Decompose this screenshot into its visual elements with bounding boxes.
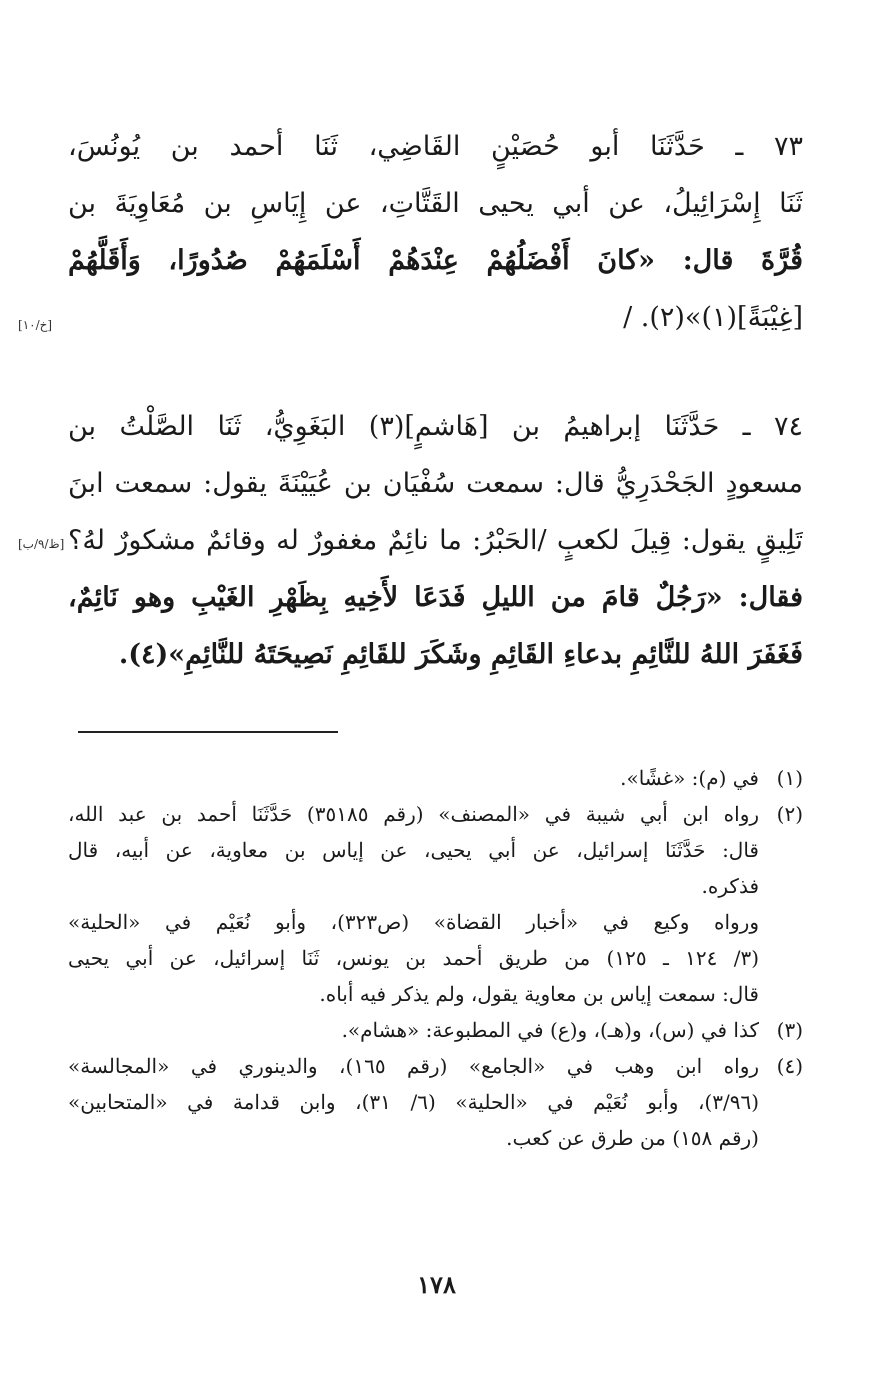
text-line: ثَنَا إِسْرَائِيلُ، عن أبي يحيى القَتَّاتِ، عن إِيَاسِ بن مُعَاوِيَةَ بن: [68, 188, 803, 219]
footnote-number: (١): [776, 766, 803, 790]
footnote-text: فذكره.: [701, 874, 759, 898]
main-text: [68, 118, 803, 683]
footnote-3: [68, 1012, 803, 1048]
footnote-number: (٤): [776, 1054, 803, 1078]
footnote-text: قال: حَدَّثَنَا إسرائيل، عن أبي يحيى، عن إياس بن معاوية، عن أبيه، قال: [68, 838, 759, 862]
footnote-number: (٢): [776, 802, 803, 826]
footnote-text: (رقم ١٥٨) من طرق عن كعب.: [506, 1126, 759, 1150]
footnote-divider: [78, 731, 338, 733]
text-line: ٧٤ ـ حَدَّثَنَا إبراهيمُ بن [هَاشمٍ](٣) البَغَوِيُّ، ثَنَا الصَّلْتُ بن: [68, 411, 803, 442]
footnote-text: كذا في (س)، و(هـ)، و(ع) في المطبوعة: «هشام».: [341, 1018, 759, 1042]
footnotes: [68, 760, 803, 1156]
footnote-text: في (م): «غشًا».: [620, 766, 759, 790]
footnote-number: (٣): [776, 1018, 803, 1042]
footnote-text: رواه ابن وهب في «الجامع» (رقم ١٦٥)، والدينوري في «المجالسة»: [68, 1054, 760, 1078]
text-line: تَلِيقٍ يقول: قِيلَ لكعبٍ /الحَبْرُ: ما نائِمٌ مغفورٌ له وقائمٌ مشكورٌ لهُ؟: [68, 525, 803, 556]
footnote-text: رواه ابن أبي شيبة في «المصنف» (رقم ٣٥١٨٥) حَدَّثَنَا أحمد بن عبد الله،: [68, 802, 760, 826]
footnote-text: (٣/ ١٢٤ ـ ١٢٥) من طريق أحمد بن يونس، ثَنَا إسرائيل، عن أبي يحيى: [68, 946, 760, 970]
footnote-1: [68, 760, 803, 796]
footnote-text: (٣/٩٦)، وأبو نُعَيْم في «الحلية» (٦/ ٣١)، وابن قدامة في «المتحابين»: [68, 1090, 759, 1114]
paragraph-74: [68, 398, 803, 683]
footnote-4: [68, 1048, 803, 1156]
text-line: ٧٣ ـ حَدَّثَنَا أبو حُصَيْنٍ القَاضِي، ثَنَا أحمد بن يُونُسَ،: [68, 131, 803, 162]
paragraph-73: [68, 118, 803, 346]
page-number: ١٧٨: [417, 1270, 456, 1299]
text-line: فقال: «رَجُلٌ قامَ من الليلِ فَدَعَا لأَخِيهِ بِظَهْرِ الغَيْبِ وهو نَائِمٌ،: [68, 582, 803, 613]
text-line: فَغَفَرَ اللهُ للنَّائِمِ بدعاءِ القَائِمِ وشَكَرَ للقَائِمِ نَصِيحَتَهُ للنَّائِمِ»(٤).: [118, 639, 803, 670]
margin-note: [ظ/٩/ب]: [18, 537, 65, 551]
text-line: قُرَّةَ قال: «كانَ أَفْضَلُهُمْ عِنْدَهُمْ أَسْلَمَهُمْ صُدُورًا، وَأَقَلَّهُمْ: [68, 245, 803, 276]
footnote-text: قال: سمعت إياس بن معاوية يقول، ولم يذكر فيه أباه.: [319, 982, 759, 1006]
text-line: مسعودٍ الجَحْدَرِيُّ قال: سمعت سُفْيَان بن عُيَيْنَةَ يقول: سمعت ابنَ: [68, 468, 803, 499]
footnote-text: ورواه وكيع في «أخبار القضاة» (ص٣٢٣)، وأبو نُعَيْم في «الحلية»: [68, 910, 759, 934]
margin-note: [خ/١٠]: [18, 318, 53, 332]
footnote-2: [68, 796, 803, 1012]
text-line: [غِيْبَةً](١)»(٢). /: [623, 302, 803, 333]
